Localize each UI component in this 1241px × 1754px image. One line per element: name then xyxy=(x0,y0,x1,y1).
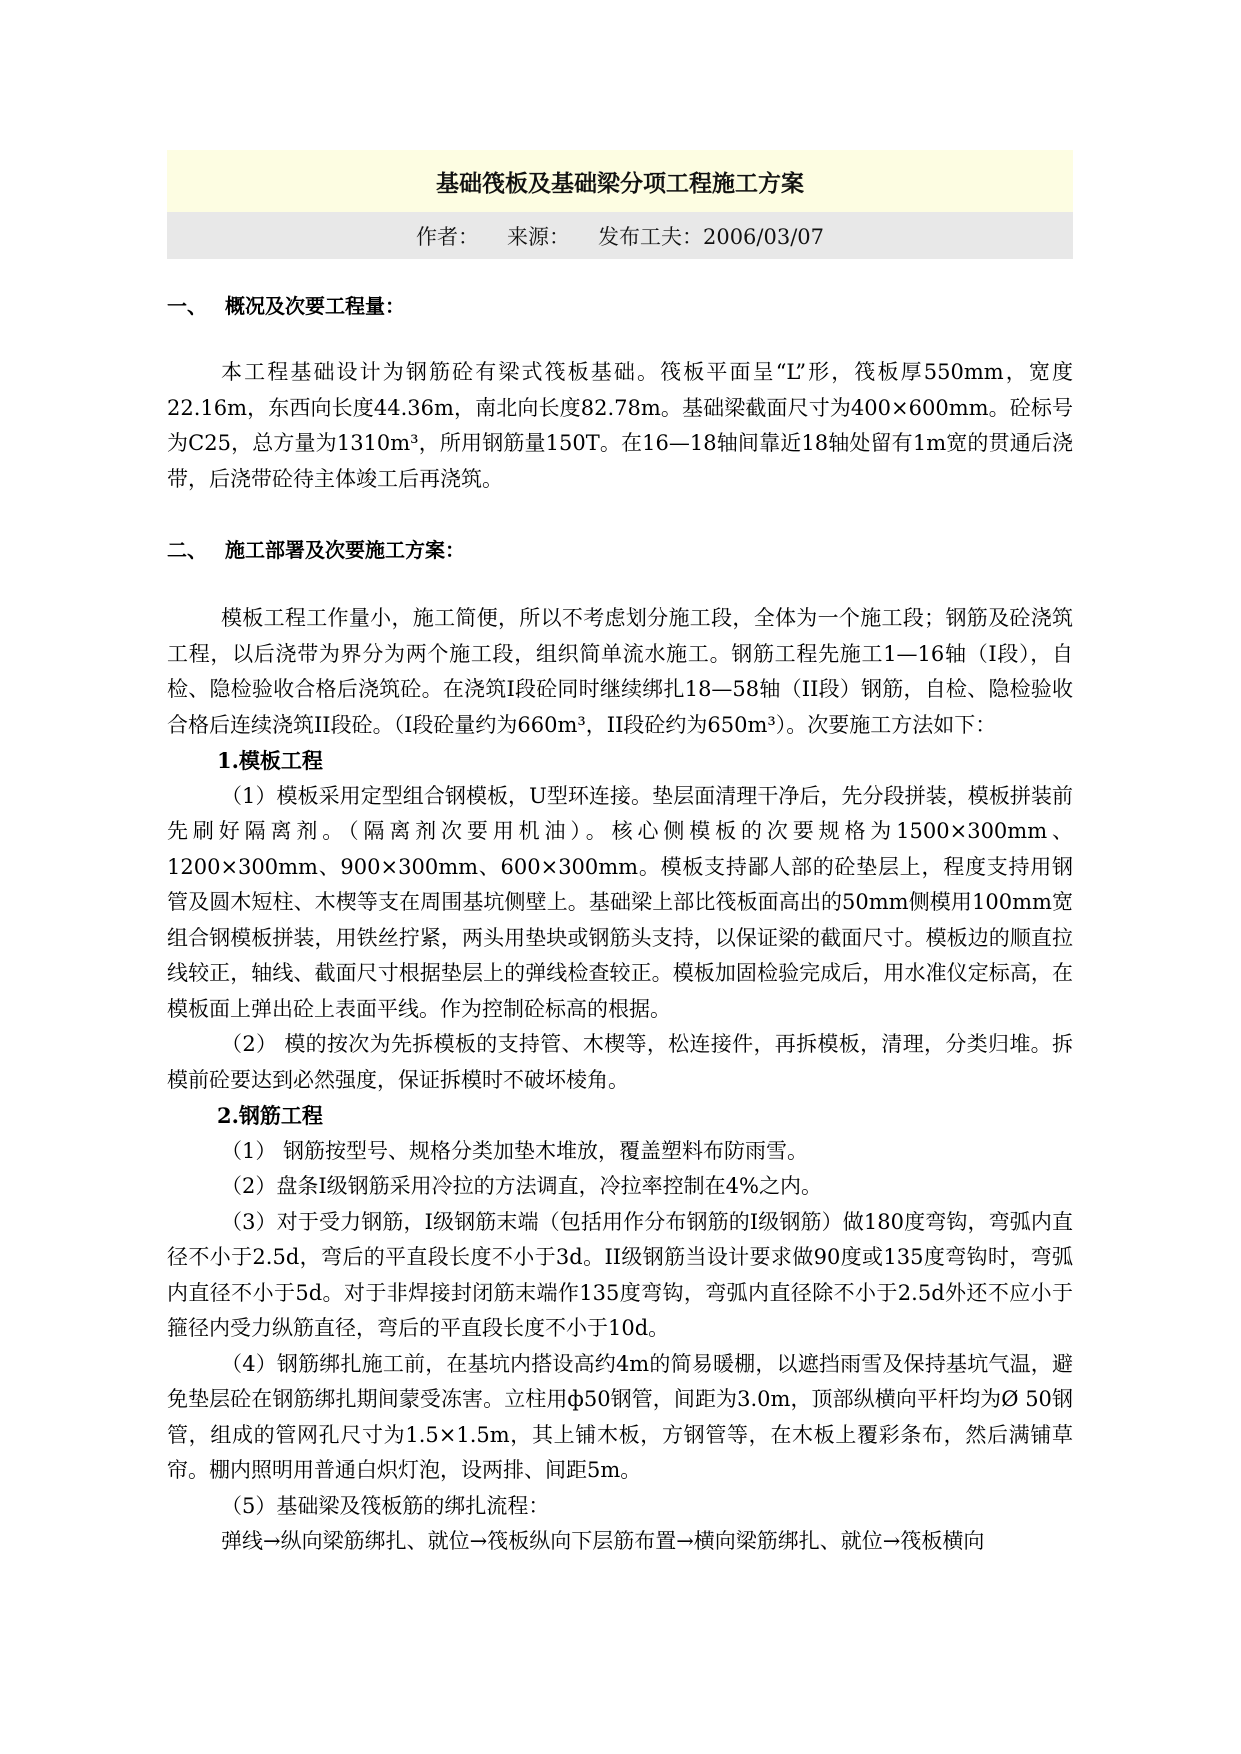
publish-date: 发布工夫：2006/03/07 xyxy=(597,224,825,249)
document-title: 基础筏板及基础梁分项工程施工方案 xyxy=(436,169,804,197)
section2-number: 二、 xyxy=(167,537,207,562)
section2-title: 施工部署及次要施工方案： xyxy=(225,537,465,562)
formwork-item: （2） 模的按次为先拆模板的支持管、木楔等，松连接件，再拆模板，清理，分类归堆。拆模前砼要达到必然强度，保证拆模时不破坏棱角。 xyxy=(167,1032,1073,1092)
subsection-formwork-title: 1.模板工程 xyxy=(217,748,323,773)
rebar-item: （1） 钢筋按型号、规格分类加垫木堆放，覆盖塑料布防雨雪。 xyxy=(221,1138,809,1163)
author-label: 作者： xyxy=(415,224,479,249)
formwork-item: （1）模板采用定型组合钢模板，U型环连接。垫层面清理干净后，先分段拼装，模板拼装前先刷好隔离剂。（隔离剂次要用机油）。核心侧模板的次要规格为1500×300mm、1200×300mm、900×300mm、600×300mm。模板支持鄙人部的砼垫层上，程度支持用钢管及圆木短柱、木楔等支在周围基坑侧壁上。基础梁上部比筏板面高出的50mm侧模用100mm宽组合钢模板拼装，用铁丝拧紧，两头用垫块或钢筋头支持，以保证梁的截面尺寸。模板边的顺直拉线较正，轴线、截面尺寸根据垫层上的弹线检查较正。模板加固检验完成后，用水准仪定标高，在模板面上弹出砼上表面平线。作为控制砼标高的根据。 xyxy=(167,783,1073,1021)
source-label: 来源： xyxy=(506,224,570,249)
rebar-item: （5）基础梁及筏板筋的绑扎流程： xyxy=(221,1493,550,1518)
rebar-item: 弹线→纵向梁筋绑扎、就位→筏板纵向下层筋布置→横向梁筋绑扎、就位→筏板横向 xyxy=(221,1529,985,1553)
section2-heading xyxy=(167,533,1073,563)
section1-title: 概况及次要工程量： xyxy=(225,293,405,318)
meta-bar xyxy=(167,212,1073,259)
rebar-item: （2）盘条I级钢筋采用冷拉的方法调直，冷拉率控制在4%之内。 xyxy=(221,1174,822,1198)
rebar-item: （4）钢筋绑扎施工前，在基坑内搭设高约4m的简易暖棚，以遮挡雨雪及保持基坑气温，避免垫层砼在钢筋绑扎期间蒙受冻害。立柱用ф50钢管，间距为3.0m，顶部纵横向平杆均为Ø 50钢管，组成的管网孔尺寸为1.5×1.5m，其上铺木板，方钢管等，在木板上覆彩条布，然后满铺草帘。棚内照明用普通白炽灯泡，设两排、间距5m。 xyxy=(167,1351,1073,1482)
rebar-item: （3）对于受力钢筋，I级钢筋末端（包括用作分布钢筋的I级钢筋）做180度弯钩，弯弧内直径不小于2.5d，弯后的平直段长度不小于3d。II级钢筋当设计要求做90度或135度弯钩时，弯弧内直径不小于5d。对于非焊接封闭筋末端作135度弯钩，弯弧内直径除不小于2.5d外还不应小于箍径内受力纵筋直径，弯后的平直段长度不小于10d。 xyxy=(167,1209,1073,1340)
subsection-rebar-title: 2.钢筋工程 xyxy=(217,1103,323,1128)
section1-number: 一、 xyxy=(167,293,207,318)
title-bar xyxy=(167,150,1073,212)
section1-heading xyxy=(167,289,1073,319)
section2-paragraph: 模板工程工作量小，施工简便，所以不考虑划分施工段，全体为一个施工段；钢筋及砼浇筑工程，以后浇带为界分为两个施工段，组织简单流水施工。钢筋工程先施工1—16轴（I段），自检、隐检验收合格后浇筑砼。在浇筑I段砼同时继续绑扎18—58轴（II段）钢筋，自检、隐检验收合格后连续浇筑II段砼。（I段砼量约为660m³，II段砼约为650m³）。次要施工方法如下： xyxy=(167,606,1073,737)
section1-paragraph: 本工程基础设计为钢筋砼有梁式筏板基础。筏板平面呈“L”形，筏板厚550mm，宽度22.16m，东西向长度44.36m，南北向长度82.78m。基础梁截面尺寸为400×600mm。砼标号为C25，总方量为1310m³，所用钢筋量150T。在16—18轴间靠近18轴处留有1m宽的贯通后浇带，后浇带砼待主体竣工后再浇筑。 xyxy=(167,360,1073,491)
document-page xyxy=(167,150,1073,1560)
